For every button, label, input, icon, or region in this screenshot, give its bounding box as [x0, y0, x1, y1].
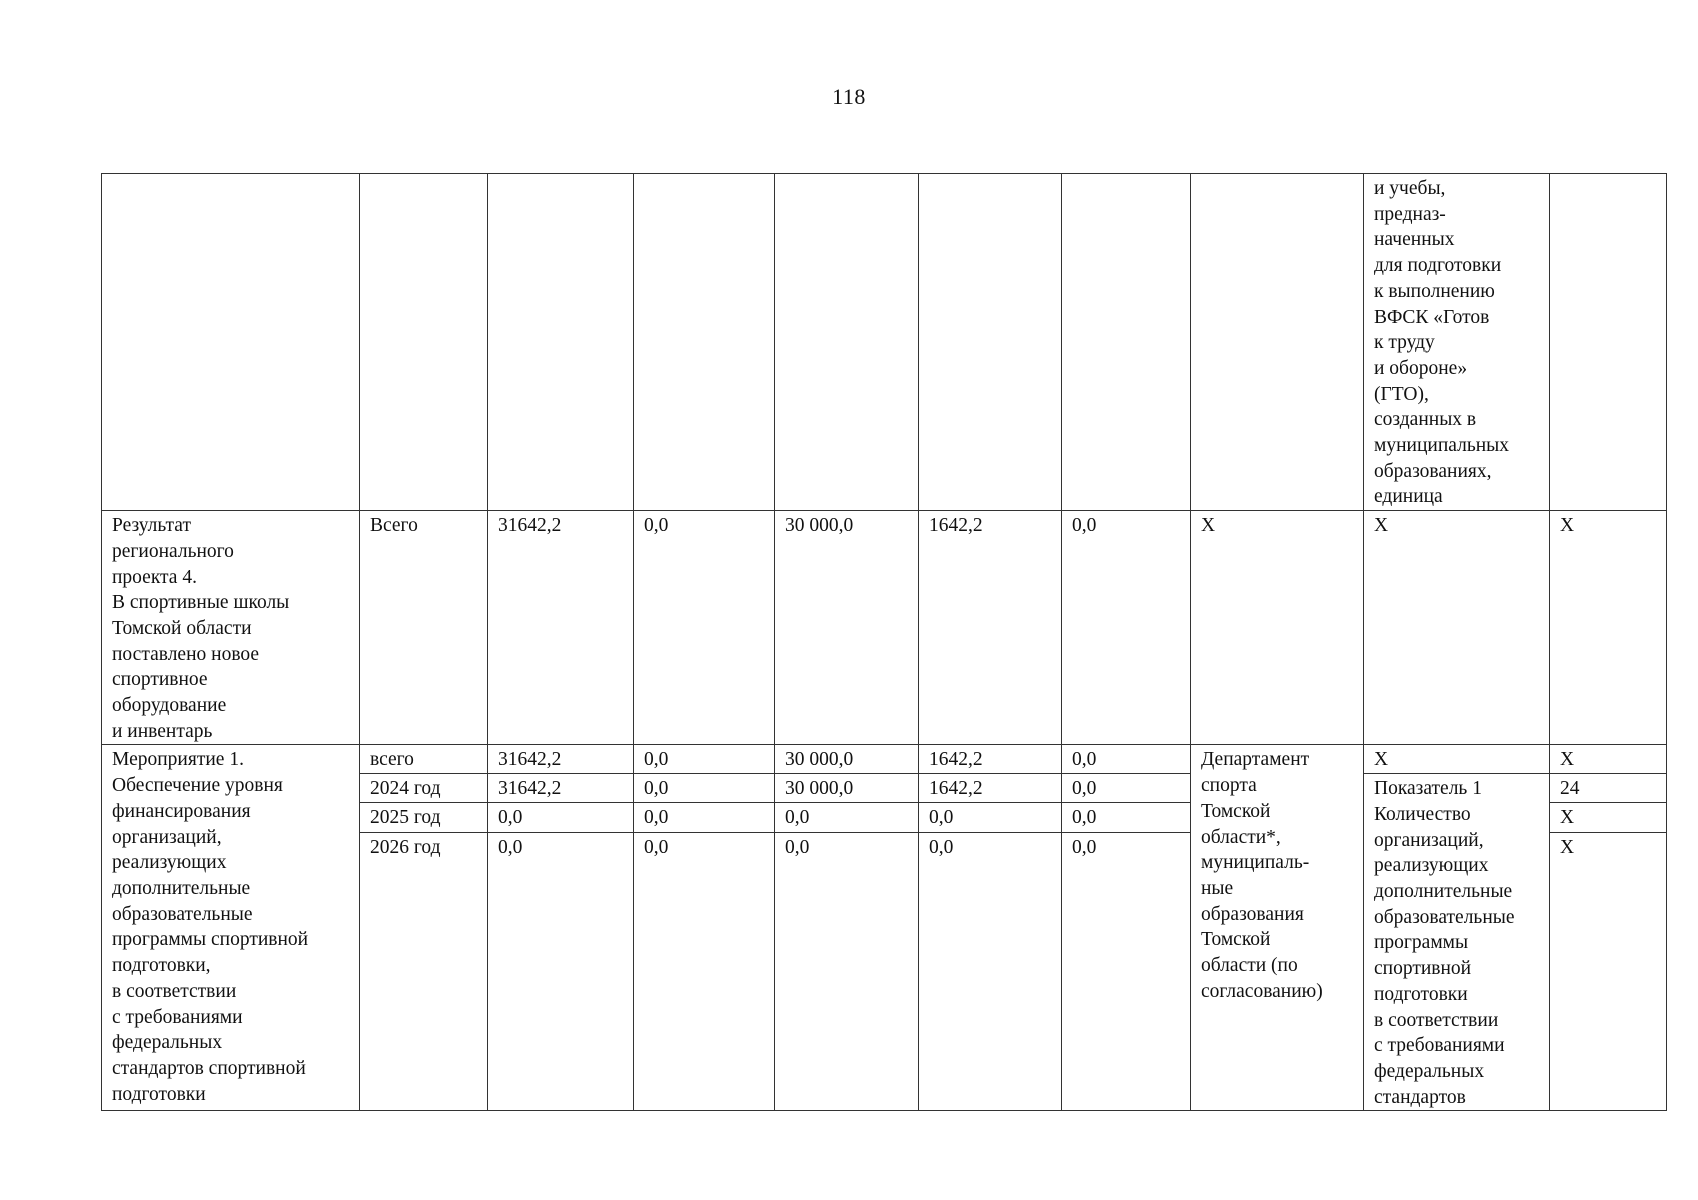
cell-empty	[775, 174, 919, 511]
program-table	[101, 173, 1667, 1111]
result-row	[102, 511, 1667, 745]
event-total-cell: 0,0	[488, 803, 634, 832]
event-executor-cell: Департамент спорта Томской области*, муниципаль- ные образования Томской области (по согласованию)	[1191, 745, 1364, 1111]
event-regional-cell: 0,0	[775, 832, 919, 1111]
cell-empty	[360, 174, 488, 511]
page-number: 118	[832, 84, 866, 109]
event-federal-cell: 0,0	[634, 803, 775, 832]
continuation-row	[102, 174, 1667, 511]
event-name-cell: Мероприятие 1. Обеспечение уровня финансирования организаций, реализующих дополнительные образовательные программы спортивной подготовки, в соответствии с требованиями федеральных стандартов спортивной подготовки	[102, 745, 360, 1111]
event-local-cell: 0,0	[919, 803, 1062, 832]
result-period-cell: Всего	[360, 511, 488, 745]
result-indicator-cell: Х	[1364, 511, 1550, 745]
event-federal-cell: 0,0	[634, 745, 775, 774]
result-local-cell: 1642,2	[919, 511, 1062, 745]
event-other-cell: 0,0	[1062, 774, 1191, 803]
event-period-cell: 2025 год	[360, 803, 488, 832]
cell-empty	[102, 174, 360, 511]
event-indicator-value-cell: Х	[1550, 803, 1667, 832]
event-local-cell: 1642,2	[919, 745, 1062, 774]
event-indicator-value-cell: 24	[1550, 774, 1667, 803]
result-regional-cell: 30 000,0	[775, 511, 919, 745]
event-period-cell: всего	[360, 745, 488, 774]
cell-empty	[1191, 174, 1364, 511]
event-period-cell: 2024 год	[360, 774, 488, 803]
cell-empty	[1062, 174, 1191, 511]
cell-empty	[1550, 174, 1667, 511]
event-regional-cell: 30 000,0	[775, 774, 919, 803]
event-row	[102, 745, 1667, 774]
event-total-cell: 31642,2	[488, 745, 634, 774]
event-period-cell: 2026 год	[360, 832, 488, 1111]
cell-empty	[919, 174, 1062, 511]
event-indicator-value-cell: Х	[1550, 745, 1667, 774]
result-executor-cell: Х	[1191, 511, 1364, 745]
result-other-cell: 0,0	[1062, 511, 1191, 745]
result-total-cell: 31642,2	[488, 511, 634, 745]
event-total-cell: 0,0	[488, 832, 634, 1111]
event-local-cell: 1642,2	[919, 774, 1062, 803]
cell-empty	[488, 174, 634, 511]
event-indicator-value-cell: Х	[1550, 832, 1667, 1111]
event-federal-cell: 0,0	[634, 774, 775, 803]
result-federal-cell: 0,0	[634, 511, 775, 745]
event-other-cell: 0,0	[1062, 832, 1191, 1111]
event-total-cell: 31642,2	[488, 774, 634, 803]
event-indicator-total-cell: Х	[1364, 745, 1550, 774]
event-other-cell: 0,0	[1062, 803, 1191, 832]
event-regional-cell: 30 000,0	[775, 745, 919, 774]
indicator-continuation-cell: и учебы, предназ- наченных для подготовки к выполнению ВФСК «Готов к труду и обороне» (ГТО), созданных в муниципальных образованиях, единица	[1364, 174, 1550, 511]
result-indicator-value-cell: Х	[1550, 511, 1667, 745]
event-local-cell: 0,0	[919, 832, 1062, 1111]
result-name-cell: Результат регионального проекта 4. В спортивные школы Томской области поставлено новое спортивное оборудование и инвентарь	[102, 511, 360, 745]
event-other-cell: 0,0	[1062, 745, 1191, 774]
event-federal-cell: 0,0	[634, 832, 775, 1111]
event-regional-cell: 0,0	[775, 803, 919, 832]
event-indicator-cell: Показатель 1 Количество организаций, реализующих дополнительные образовательные программы спортивной подготовки в соответствии с требованиями федеральных стандартов	[1364, 774, 1550, 1111]
cell-empty	[634, 174, 775, 511]
